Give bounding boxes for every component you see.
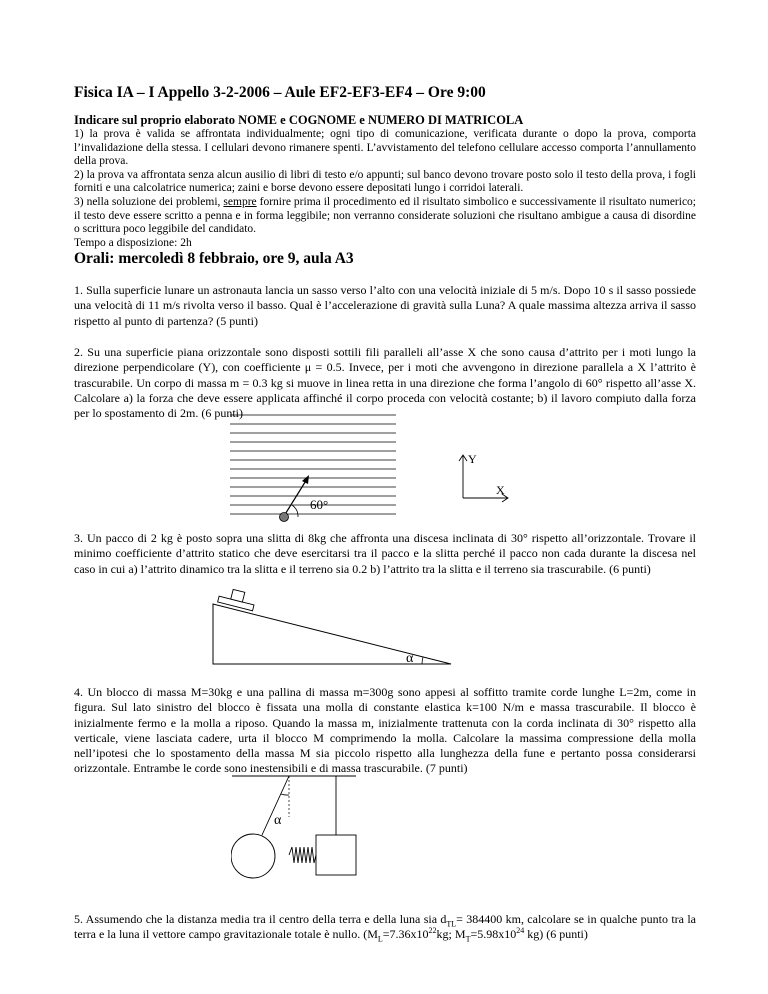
ball-mass-m xyxy=(231,834,275,878)
instructions-heading: Indicare sul proprio elaborato NOME e COGNOME e NUMERO DI MATRICOLA xyxy=(74,113,524,127)
body-mass xyxy=(280,513,289,522)
velocity-arrow xyxy=(284,479,307,516)
figure-threads xyxy=(230,413,530,528)
rules-block xyxy=(74,128,696,250)
x-axis-label: X xyxy=(496,483,505,497)
rule-3: 3) nella soluzione dei problemi, sempre fornire prima il procedimento ed il risultato simbolico e successivamente il risultato numerico; il testo deve essere scritto a penna e in forma leggibile; non verranno considerate soluzioni che risultano ambigue a causa di disordine o scrittura poco leggibile del candidato. xyxy=(74,195,697,236)
arrowhead xyxy=(302,475,309,484)
problem-2: 2. Su una superficie piana orizzontale sono disposti sottili fili paralleli all’asse X che sono causa d’attrito per i moti lungo la direzione perpendicolare (Y), con coefficiente μ = 0.5. Invece, per i moti che avvengono in direzione parallela a X l’attrito è trascurabile. Un corpo di massa m = 0.3 kg si muove in linea retta in una direzione che forma l’angolo di 60° rispetto all’asse X. Calcolare a) la forza che deve essere applicata affinché il corpo proceda con velocità costante; b) il lavoro compiuto dalla forza per lo spostamento di 2m. (6 punti) xyxy=(74,345,696,421)
figure-incline xyxy=(210,588,454,668)
incline-angle-arc xyxy=(422,657,423,664)
spring xyxy=(289,847,316,863)
problem-1: 1. Sulla superficie lunare un astronauta lancia un sasso verso l’alto con una velocità iniziale di 5 m/s. Dopo 10 s il sasso possiede una velocità di 11 m/s rivolta verso il basso. Qual è l’accelerazione di gravità sulla Luna? A quale massima altezza arriva il sasso rispetto al punto di partenza? (5 punti) xyxy=(74,283,696,328)
exam-title: Fisica IA – I Appello 3-2-2006 – Aule EF2-EF3-EF4 – Ore 9:00 xyxy=(74,84,486,101)
inclined-plane xyxy=(213,604,451,664)
angle-label: 60° xyxy=(310,497,329,512)
figure-pendulum xyxy=(231,775,371,893)
block-mass-M xyxy=(316,835,356,875)
problem-3: 3. Un pacco di 2 kg è posto sopra una slitta di 8kg che affronta una discesa inclinata di 30° rispetto all’orizzontale. Trovare il minimo coefficiente d’attrito statico che deve esercitarsi tra il pacco e la slitta perché il pacco non cada durante la discesa nel caso in cui a) l’attrito dinamico tra la slitta e il terreno sia 0.2 b) l’attrito tra la slitta e il terreno sia trascurabile. (6 punti) xyxy=(74,531,696,576)
orali-heading: Orali: mercoledì 8 febbraio, ore 9, aula A3 xyxy=(74,250,354,267)
sled-and-package xyxy=(218,588,257,611)
y-axis-label: Y xyxy=(468,452,477,466)
time-limit: Tempo a disposizione: 2h xyxy=(74,236,192,249)
cord-angle-label: α xyxy=(274,813,282,828)
problem-4: 4. Un blocco di massa M=30kg e una pallina di massa m=300g sono appesi al soffitto tramite corde lunghe L=2m, come in figura. Sul lato sinistro del blocco è fissata una molla di constante elastica k=100 N/m e massa trascurabile. Il blocco è inizialmente fermo e la molla a riposo. Quando la massa m, inizialmente trattenuta con la corda inclinata di 30° rispetto alla verticale, viene lasciata cadere, urta il blocco M comprimendo la molla. Calcolare la massima compressione della molla nell’ipotesi che lo spostamento della massa M sia piccolo rispetto alla lunghezza della fune e pertanto possa considerarsi orizzontale. Entrambe le corde sono inestensibili e di massa trascurabile. (7 punti) xyxy=(74,685,696,776)
angle-arc xyxy=(292,505,298,517)
rule-1: 1) la prova è valida se affrontata individualmente; ogni tipo di comunicazione, verificata durante o dopo la prova, comporta l’invalidazione della stessa. I cellulari devono rimanere spenti. L’avvistamento del telefono cellulare accesso comporta l’annullamento della prova. xyxy=(74,128,696,168)
cord-angle-arc xyxy=(281,794,289,795)
underlined-sempre: sempre xyxy=(223,195,257,208)
incline-angle-label: α xyxy=(406,651,414,666)
rule-2: 2) la prova va affrontata senza alcun ausilio di libri di testo e/o appunti; sul banco devono trovare posto solo il testo della prova, i fogli forniti e una calcolatrice numerica; zaini e borse devono essere depositati lungo i corridoi laterali. xyxy=(74,168,696,195)
problem-5: 5. Assumendo che la distanza media tra il centro della terra e della luna sia $d_{TL}= 384400$ km, calcolare se in qualche punto tra la terra e la luna il vettore campo gravitazionale totale è nullo. ($M_L=7.36x10^{22}kg$; $M_T=5.98x10^{24}$ kg) (6 punti) xyxy=(74,912,696,944)
